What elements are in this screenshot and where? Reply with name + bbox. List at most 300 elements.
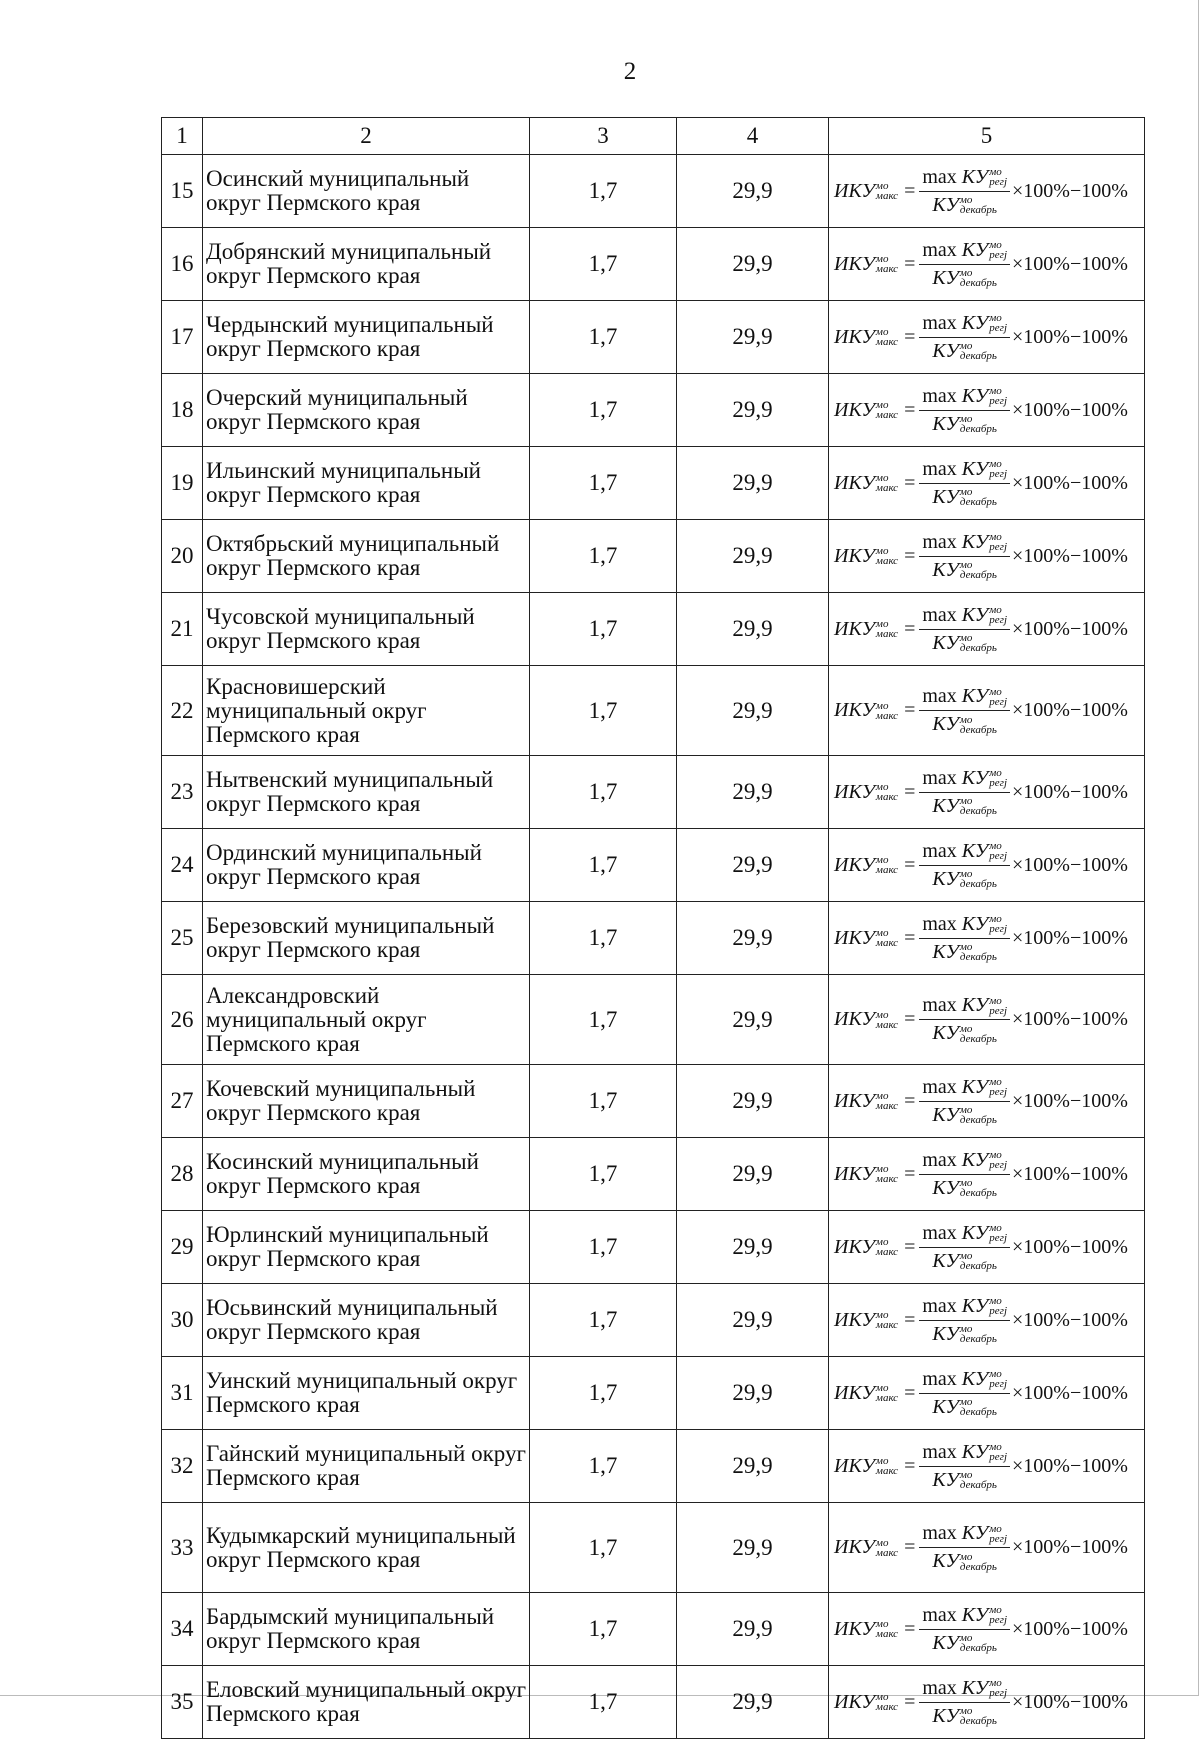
formula	[834, 1441, 1128, 1492]
formula-den-var: КУ	[932, 940, 959, 963]
formula-num-sub: регj	[989, 695, 1007, 708]
formula-den-sup: мо	[959, 632, 973, 644]
formula-tail: ×100%−100%	[1012, 1008, 1128, 1030]
formula-fraction	[919, 531, 1010, 582]
formula-lhs-sub: макс	[875, 709, 899, 722]
formula-den-var: КУ	[932, 1176, 959, 1199]
formula-lhs-sup: мо	[875, 1008, 889, 1021]
municipality-name: Кочевский муниципальный округ Пермского края	[203, 1065, 530, 1138]
formula-num-sub: регj	[989, 1232, 1007, 1244]
formula-lhs: ИКУ	[834, 1454, 875, 1477]
formula-lhs-sup: мо	[875, 326, 889, 338]
formula-num-sub: регj	[989, 395, 1007, 407]
formula-fraction	[919, 1295, 1010, 1346]
formula-den-sub: декабрь	[959, 1479, 997, 1491]
formula-fraction	[919, 840, 1010, 891]
formula-max: max	[922, 238, 957, 261]
formula	[834, 994, 1128, 1045]
value-col3: 1,7	[530, 1593, 677, 1666]
formula-fraction	[919, 1149, 1010, 1200]
formula-cell	[829, 301, 1145, 374]
formula-den-sub: декабрь	[959, 878, 997, 890]
formula-lhs-sup: мо	[875, 1309, 889, 1321]
formula-lhs: ИКУ	[834, 398, 875, 421]
value-col3: 1,7	[530, 374, 677, 447]
value-col3: 1,7	[530, 1211, 677, 1284]
formula-den-var: КУ	[932, 1550, 959, 1572]
formula-fraction	[919, 1368, 1010, 1419]
formula-num-sup: мо	[989, 604, 1002, 616]
formula-lhs-sub: макс	[875, 409, 899, 421]
formula-den-sup: мо	[959, 1022, 973, 1035]
formula-den-sup: мо	[959, 795, 973, 807]
formula-num-sub: регj	[989, 541, 1007, 553]
formula-num-sub: регj	[989, 1004, 1007, 1017]
formula-den-sub: декабрь	[959, 350, 997, 362]
formula-lhs-sup: мо	[875, 1090, 889, 1102]
formula	[834, 1149, 1128, 1200]
municipality-name: Нытвенский муниципальный округ Пермского края	[203, 756, 530, 829]
formula-num-sub: регj	[989, 777, 1007, 789]
value-col3: 1,7	[530, 1357, 677, 1430]
value-col4: 29,9	[677, 1357, 829, 1430]
formula-tail: ×100%−100%	[1012, 1089, 1128, 1112]
formula-den-sub: декабрь	[959, 1333, 997, 1345]
formula-lhs: ИКУ	[834, 252, 875, 275]
row-number: 20	[162, 520, 203, 593]
formula-equals: =	[904, 699, 916, 721]
formula-cell	[829, 1503, 1145, 1593]
municipality-name: Бардымский муниципальный округ Пермского края	[203, 1593, 530, 1666]
formula-lhs: ИКУ	[834, 1162, 875, 1185]
formula	[834, 767, 1128, 818]
formula-den-sup: мо	[959, 941, 973, 953]
formula-fraction	[919, 913, 1010, 964]
formula-cell	[829, 1065, 1145, 1138]
value-col3: 1,7	[530, 228, 677, 301]
row-number: 21	[162, 593, 203, 666]
row-number: 31	[162, 1357, 203, 1430]
formula-num-sup: мо	[989, 840, 1002, 852]
formula-lhs-sup: мо	[875, 854, 889, 866]
formula-lhs: ИКУ	[834, 1536, 875, 1558]
formula-den-sup: мо	[959, 1323, 973, 1335]
formula-lhs-sup: мо	[875, 253, 889, 265]
row-number: 16	[162, 228, 203, 301]
row-number: 28	[162, 1138, 203, 1211]
value-col4: 29,9	[677, 902, 829, 975]
value-col4: 29,9	[677, 1503, 829, 1593]
formula-equals: =	[904, 325, 916, 348]
row-number: 29	[162, 1211, 203, 1284]
formula-equals: =	[904, 926, 916, 949]
formula-lhs-sub: макс	[875, 555, 899, 567]
formula-den-sub: декабрь	[959, 204, 997, 216]
formula-num-sup: мо	[989, 1222, 1002, 1234]
formula-lhs-sup: мо	[875, 545, 889, 557]
formula-cell	[829, 447, 1145, 520]
formula-cell	[829, 1666, 1145, 1739]
value-col4: 29,9	[677, 1211, 829, 1284]
formula-tail: ×100%−100%	[1012, 1454, 1128, 1477]
formula-tail: ×100%−100%	[1012, 1308, 1128, 1331]
formula-lhs-sub: макс	[875, 1018, 899, 1031]
formula-tail: ×100%−100%	[1012, 926, 1128, 949]
formula-equals: =	[904, 544, 916, 567]
table-row	[162, 829, 1145, 902]
formula-equals: =	[904, 1308, 916, 1331]
formula-lhs-sub: макс	[875, 628, 899, 640]
formula-den-sup: мо	[959, 1632, 973, 1644]
municipality-name: Гайнский муниципальный округ Пермского края	[203, 1430, 530, 1503]
formula-lhs: ИКУ	[834, 1381, 875, 1404]
value-col3: 1,7	[530, 1284, 677, 1357]
formula-max: max	[922, 311, 957, 334]
municipality-name: Юсьвинский муниципальный округ Пермского края	[203, 1284, 530, 1357]
formula-num-sub: регj	[989, 923, 1007, 935]
municipality-name: Юрлинский муниципальный округ Пермского края	[203, 1211, 530, 1284]
formula-den-sup: мо	[959, 1705, 973, 1717]
formula	[834, 913, 1128, 964]
formula-lhs: ИКУ	[834, 1089, 875, 1112]
row-number: 34	[162, 1593, 203, 1666]
formula	[834, 1076, 1128, 1127]
formula-tail: ×100%−100%	[1012, 1536, 1128, 1558]
formula-max: max	[922, 766, 957, 789]
formula-den-sub: декабрь	[959, 496, 997, 508]
formula-fraction	[919, 1222, 1010, 1273]
row-number: 26	[162, 975, 203, 1065]
municipality-name: Чердынский муниципальный округ Пермского края	[203, 301, 530, 374]
formula-lhs: ИКУ	[834, 1235, 875, 1258]
formula-cell	[829, 666, 1145, 756]
formula-cell	[829, 1138, 1145, 1211]
formula-den-sup: мо	[959, 413, 973, 425]
formula-den-sup: мо	[959, 1104, 973, 1116]
formula-fraction	[919, 767, 1010, 818]
formula	[834, 385, 1128, 436]
formula-lhs: ИКУ	[834, 325, 875, 348]
data-table	[161, 117, 1145, 1739]
formula-fraction	[919, 685, 1010, 736]
municipality-name: Уинский муниципальный округ Пермского края	[203, 1357, 530, 1430]
column-header: 2	[203, 118, 530, 155]
formula-num-sup: мо	[989, 458, 1002, 470]
value-col3: 1,7	[530, 447, 677, 520]
formula-num-sub: регj	[989, 614, 1007, 626]
municipality-name: Ильинский муниципальный округ Пермского края	[203, 447, 530, 520]
formula-lhs-sub: макс	[875, 1246, 899, 1258]
formula-lhs-sup: мо	[875, 1691, 889, 1703]
formula-den-var: КУ	[932, 1395, 959, 1418]
formula	[834, 458, 1128, 509]
value-col4: 29,9	[677, 228, 829, 301]
formula-den-sup: мо	[959, 1177, 973, 1189]
formula	[834, 1522, 1128, 1573]
formula-den-sup: мо	[959, 1396, 973, 1408]
municipality-name: Косинский муниципальный округ Пермского края	[203, 1138, 530, 1211]
formula-tail: ×100%−100%	[1012, 1162, 1128, 1185]
row-number: 33	[162, 1503, 203, 1593]
municipality-name: Красновишерский муниципальный округ Пермского края	[203, 666, 530, 756]
value-col3: 1,7	[530, 975, 677, 1065]
formula-num-sub: регj	[989, 1532, 1007, 1545]
formula-cell	[829, 902, 1145, 975]
formula-max: max	[922, 603, 957, 626]
formula-den-var: КУ	[932, 1322, 959, 1345]
formula-den-sub: декабрь	[959, 1114, 997, 1126]
table-row	[162, 301, 1145, 374]
formula-lhs: ИКУ	[834, 471, 875, 494]
formula-den-sup: мо	[959, 194, 973, 206]
formula-den-sub: декабрь	[959, 1560, 997, 1573]
row-number: 27	[162, 1065, 203, 1138]
formula-den-var: КУ	[932, 339, 959, 362]
column-header: 5	[829, 118, 1145, 155]
formula-lhs-sub: макс	[875, 864, 899, 876]
formula-den-sub: декабрь	[959, 277, 997, 289]
formula-num-sub: регj	[989, 249, 1007, 261]
formula-lhs: ИКУ	[834, 926, 875, 949]
value-col3: 1,7	[530, 756, 677, 829]
formula-equals: =	[904, 1235, 916, 1258]
value-col4: 29,9	[677, 1593, 829, 1666]
table-row	[162, 1138, 1145, 1211]
formula-num-sub: регj	[989, 322, 1007, 334]
row-number: 18	[162, 374, 203, 447]
municipality-name: Октябрьский муниципальный округ Пермского края	[203, 520, 530, 593]
formula-equals: =	[904, 1381, 916, 1404]
formula	[834, 312, 1128, 363]
formula-den-sup: мо	[959, 1550, 973, 1563]
formula-cell	[829, 829, 1145, 902]
municipality-name: Ординский муниципальный округ Пермского края	[203, 829, 530, 902]
table-row	[162, 1430, 1145, 1503]
formula-equals: =	[904, 398, 916, 421]
row-number: 30	[162, 1284, 203, 1357]
formula-cell	[829, 756, 1145, 829]
formula-lhs-sup: мо	[875, 1618, 889, 1630]
table-row	[162, 902, 1145, 975]
formula-cell	[829, 593, 1145, 666]
formula-lhs-sub: макс	[875, 791, 899, 803]
formula-lhs-sub: макс	[875, 1100, 899, 1112]
value-col4: 29,9	[677, 756, 829, 829]
formula-cell	[829, 1211, 1145, 1284]
formula-tail: ×100%−100%	[1012, 780, 1128, 803]
value-col4: 29,9	[677, 1065, 829, 1138]
formula-cell	[829, 228, 1145, 301]
formula-tail: ×100%−100%	[1012, 179, 1128, 202]
formula-max: max	[922, 1367, 957, 1390]
formula-den-var: КУ	[932, 266, 959, 289]
formula-lhs-sup: мо	[875, 781, 889, 793]
table-row	[162, 975, 1145, 1065]
formula-fraction	[919, 1604, 1010, 1655]
formula-equals: =	[904, 1008, 916, 1030]
formula-num-var: КУ	[961, 1075, 989, 1098]
municipality-name: Еловский муниципальный округ Пермского края	[203, 1666, 530, 1739]
formula-equals: =	[904, 617, 916, 640]
formula-fraction	[919, 604, 1010, 655]
formula-lhs-sub: макс	[875, 190, 899, 202]
formula-num-sup: мо	[989, 239, 1002, 251]
value-col3: 1,7	[530, 1430, 677, 1503]
formula-fraction	[919, 239, 1010, 290]
formula-num-sup: мо	[989, 1677, 1002, 1689]
formula-lhs-sup: мо	[875, 927, 889, 939]
formula-equals: =	[904, 179, 916, 202]
formula-den-var: КУ	[932, 558, 959, 581]
formula-lhs-sub: макс	[875, 1546, 899, 1559]
value-col3: 1,7	[530, 829, 677, 902]
value-col4: 29,9	[677, 301, 829, 374]
municipality-name: Кудымкарский муниципальный округ Пермского края	[203, 1503, 530, 1593]
table-row	[162, 155, 1145, 228]
formula-den-sup: мо	[959, 1469, 973, 1481]
formula-den-sub: декабрь	[959, 1032, 997, 1045]
formula-tail: ×100%−100%	[1012, 471, 1128, 494]
formula-cell	[829, 975, 1145, 1065]
formula-num-sup: мо	[989, 1076, 1002, 1088]
formula-max: max	[922, 1294, 957, 1317]
formula-num-var: КУ	[961, 530, 989, 553]
formula-lhs: ИКУ	[834, 1617, 875, 1640]
formula	[834, 1295, 1128, 1346]
row-number: 15	[162, 155, 203, 228]
formula-num-sub: регj	[989, 1086, 1007, 1098]
formula-max: max	[922, 530, 957, 553]
page-number: 2	[623, 58, 637, 85]
municipality-name: Чусовской муниципальный округ Пермского края	[203, 593, 530, 666]
formula-num-sub: регj	[989, 1614, 1007, 1626]
formula-num-sup: мо	[989, 685, 1002, 698]
formula-lhs: ИКУ	[834, 617, 875, 640]
value-col4: 29,9	[677, 447, 829, 520]
row-number: 32	[162, 1430, 203, 1503]
table-row	[162, 228, 1145, 301]
formula-lhs-sup: мо	[875, 472, 889, 484]
formula-tail: ×100%−100%	[1012, 699, 1128, 721]
table-row	[162, 1065, 1145, 1138]
value-col3: 1,7	[530, 155, 677, 228]
column-header: 4	[677, 118, 829, 155]
formula-num-var: КУ	[961, 238, 989, 261]
formula-lhs-sub: макс	[875, 1173, 899, 1185]
row-number: 24	[162, 829, 203, 902]
formula-tail: ×100%−100%	[1012, 853, 1128, 876]
formula-num-sup: мо	[989, 1441, 1002, 1453]
formula-lhs-sub: макс	[875, 937, 899, 949]
formula-fraction	[919, 458, 1010, 509]
municipality-name: Очерский муниципальный округ Пермского края	[203, 374, 530, 447]
formula-lhs-sup: мо	[875, 1536, 889, 1549]
formula-equals: =	[904, 780, 916, 803]
formula-num-var: КУ	[961, 457, 989, 480]
formula-equals: =	[904, 471, 916, 494]
municipality-name: Осинский муниципальный округ Пермского края	[203, 155, 530, 228]
formula-lhs-sub: макс	[875, 1701, 899, 1713]
formula-den-var: КУ	[932, 1704, 959, 1727]
formula-num-var: КУ	[961, 766, 989, 789]
formula-lhs-sub: макс	[875, 1628, 899, 1640]
formula-fraction	[919, 1076, 1010, 1127]
formula-den-sub: декабрь	[959, 1642, 997, 1654]
municipality-name: Березовский муниципальный округ Пермского края	[203, 902, 530, 975]
formula-tail: ×100%−100%	[1012, 325, 1128, 348]
value-col3: 1,7	[530, 1138, 677, 1211]
formula-tail: ×100%−100%	[1012, 398, 1128, 421]
formula-lhs-sub: макс	[875, 1392, 899, 1404]
formula-num-var: КУ	[961, 1367, 989, 1390]
formula-lhs-sup: мо	[875, 399, 889, 411]
formula-equals: =	[904, 1690, 916, 1713]
formula-lhs-sup: мо	[875, 1455, 889, 1467]
formula-max: max	[922, 912, 957, 935]
formula-lhs-sup: мо	[875, 1236, 889, 1248]
formula	[834, 604, 1128, 655]
formula-num-var: КУ	[961, 1676, 989, 1699]
formula-fraction	[919, 1522, 1010, 1573]
formula-num-var: КУ	[961, 685, 989, 707]
header-row	[162, 118, 1145, 155]
formula-lhs: ИКУ	[834, 853, 875, 876]
formula-max: max	[922, 685, 957, 707]
formula-num-sub: регj	[989, 1159, 1007, 1171]
formula-max: max	[922, 1522, 957, 1544]
formula-max: max	[922, 1221, 957, 1244]
value-col3: 1,7	[530, 593, 677, 666]
formula-num-var: КУ	[961, 1294, 989, 1317]
formula-cell	[829, 374, 1145, 447]
formula-tail: ×100%−100%	[1012, 544, 1128, 567]
formula-cell	[829, 1284, 1145, 1357]
formula-den-var: КУ	[932, 1022, 959, 1044]
formula-num-var: КУ	[961, 1148, 989, 1171]
table-row	[162, 1357, 1145, 1430]
formula-den-var: КУ	[932, 631, 959, 654]
formula	[834, 166, 1128, 217]
table-row	[162, 520, 1145, 593]
formula-lhs-sup: мо	[875, 618, 889, 630]
value-col3: 1,7	[530, 666, 677, 756]
formula-den-var: КУ	[932, 1103, 959, 1126]
formula-lhs: ИКУ	[834, 1308, 875, 1331]
table-row	[162, 1503, 1145, 1593]
value-col4: 29,9	[677, 829, 829, 902]
formula-num-sub: регj	[989, 1378, 1007, 1390]
formula-den-sub: декабрь	[959, 1406, 997, 1418]
formula-num-sup: мо	[989, 1368, 1002, 1380]
formula-den-sub: декабрь	[959, 723, 997, 736]
formula-den-sub: декабрь	[959, 1187, 997, 1199]
formula-cell	[829, 1357, 1145, 1430]
formula-den-sup: мо	[959, 868, 973, 880]
formula-den-sub: декабрь	[959, 642, 997, 654]
formula-den-var: КУ	[932, 794, 959, 817]
formula-num-sup: мо	[989, 385, 1002, 397]
formula-den-sup: мо	[959, 1250, 973, 1262]
formula-max: max	[922, 1075, 957, 1098]
formula-lhs-sup: мо	[875, 180, 889, 192]
formula-tail: ×100%−100%	[1012, 252, 1128, 275]
municipality-name: Добрянский муниципальный округ Пермского края	[203, 228, 530, 301]
table-row	[162, 593, 1145, 666]
table-row	[162, 374, 1145, 447]
formula-den-sub: декабрь	[959, 951, 997, 963]
formula-max: max	[922, 384, 957, 407]
formula-num-sup: мо	[989, 767, 1002, 779]
